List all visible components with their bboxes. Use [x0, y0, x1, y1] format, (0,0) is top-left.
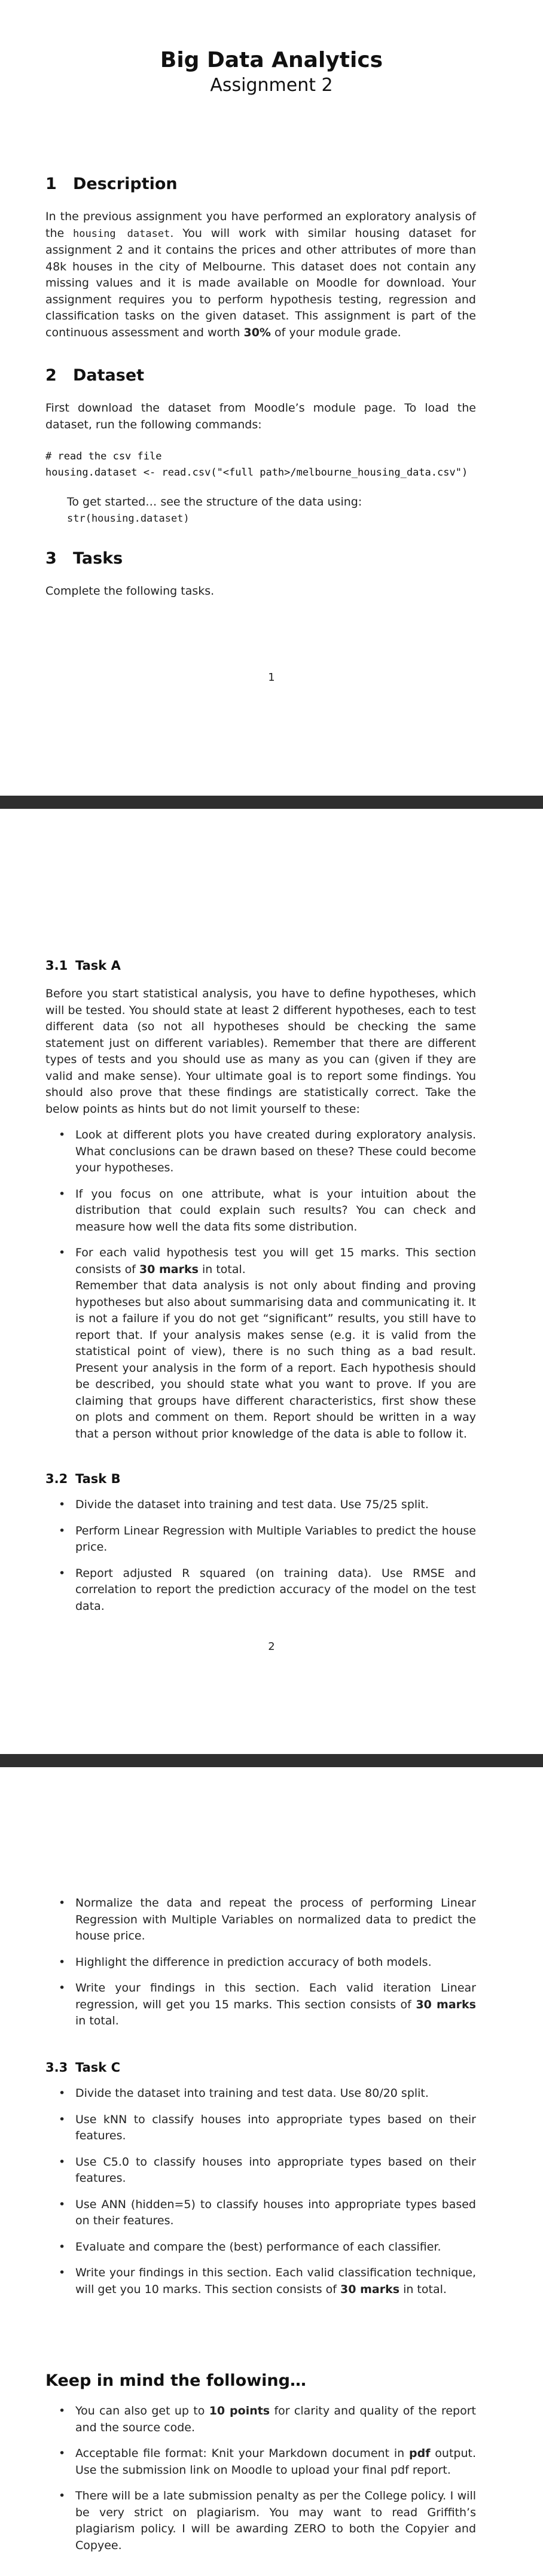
list-item-text: Perform Linear Regression with Multiple Variables to predict the house price. [75, 1524, 476, 1554]
task-b-list-continued [45, 1895, 476, 2030]
section-heading [45, 175, 476, 193]
list-item-text: for clarity and quality of the report and the source code. [75, 2404, 476, 2434]
list-item-text: Highlight the difference in prediction accuracy of both models. [75, 1955, 432, 1969]
list-item [45, 2403, 476, 2436]
list-item-text: in total. [399, 2282, 447, 2296]
list-item [45, 1954, 476, 1971]
bullet-icon: • [59, 2155, 66, 2169]
page-3 [0, 1767, 543, 2576]
list-item [45, 2446, 476, 2478]
inline-code: housing dataset [73, 227, 170, 240]
list-item-text: in total. [198, 1262, 246, 1276]
section-number: 3 [45, 549, 57, 568]
section-dataset [45, 366, 476, 527]
subsection-title: Task C [75, 2060, 120, 2075]
list-item-text: If you focus on one attribute, what is your intuition about the distribution that could explain such results? You can check and measure how well the data fits some distribution. [75, 1187, 476, 1234]
list-item [45, 1566, 476, 1615]
bullet-icon: • [59, 2197, 66, 2211]
bold-text: 30 marks [139, 1262, 199, 1276]
bullet-icon: • [59, 1187, 66, 1201]
code-line: housing.dataset <- read.csv("<full path>/melbourne_housing_data.csv") [45, 467, 468, 479]
bullet-icon: • [59, 1566, 66, 1580]
list-item [45, 2239, 476, 2256]
task-a-remarks: Remember that data analysis is not only about finding and proving hypotheses but also about summarising data and communicating it. It is not a failure if you do not get “significant” results, you still have to report that. If your analysis makes sense (e.g. it is valid from the statistical point of view), there is no such thing as a bad result. Present your analysis in the form of a report. Each hypothesis should be described, you should state what you want to prove. If you are claiming that groups have different characteristics, first show these on plots and comment on them. Report should be written in a way that a person without prior knowledge of the data is able to follow it. [75, 1279, 476, 1441]
list-item-text: Use kNN to classify houses into appropriate types based on their features. [75, 2112, 476, 2142]
subsection-number: 3.3 [45, 2060, 68, 2075]
section-title: Description [73, 175, 178, 193]
bold-text: 30 marks [416, 1998, 476, 2011]
list-item [45, 2112, 476, 2145]
task-b-list [45, 1497, 476, 1615]
list-item [45, 2488, 476, 2554]
bullet-icon: • [59, 2404, 66, 2417]
code-block [45, 449, 476, 481]
bullet-icon: • [59, 1955, 66, 1969]
bold-text: pdf [409, 2447, 431, 2460]
bold-text: 30% [243, 325, 271, 339]
bullet-icon: • [59, 2087, 66, 2100]
list-item-text: Use C5.0 to classify houses into appropriate types based on their features. [75, 2155, 476, 2185]
list-item-text: Write your findings in this section. Each valid classification technique, will get you 10 marks. This section consists of [75, 2266, 476, 2296]
section-tasks [45, 549, 476, 600]
bold-text: 30 marks [340, 2282, 400, 2296]
bullet-icon: • [59, 1981, 66, 1995]
section-number: 1 [45, 175, 57, 193]
bullet-icon: • [59, 1524, 66, 1537]
section-title: Tasks [73, 549, 123, 568]
subsection-title: Task A [75, 958, 121, 973]
list-item-text: Acceptable file format: Knit your Markdown document in [75, 2447, 409, 2460]
list-item-text: There will be a late submission penalty as per the College policy. I will be very strict on plagiarism. You may want to read Griffith’s plagiarism policy. I will be awarding ZERO to both the Copyier and Copyee. [75, 2489, 476, 2552]
section-title: Dataset [73, 366, 145, 385]
page-number: 1 [268, 671, 275, 684]
title-block [0, 48, 543, 96]
bullet-icon: • [59, 2266, 66, 2279]
list-item-text: Divide the dataset into training and test data. Use 75/25 split. [75, 1498, 429, 1511]
list-item [45, 2265, 476, 2298]
document-title: Big Data Analytics [160, 48, 383, 72]
subsection-heading [45, 2060, 476, 2075]
list-item [45, 1895, 476, 1945]
page-separator [0, 1754, 543, 1767]
keep-in-mind [45, 2371, 476, 2563]
list-item-text: For each valid hypothesis test you will get 15 marks. This section consists of [75, 1246, 476, 1276]
list-item-text: in total. [75, 2014, 119, 2027]
section-number: 2 [45, 366, 57, 385]
hint-text: To get started… see the structure of the data using: [67, 495, 362, 508]
list-item [45, 2085, 476, 2102]
page-2 [0, 809, 543, 1754]
list-item-text: Divide the dataset into training and test data. Use 80/20 split. [75, 2087, 429, 2100]
task-a-paragraph: Before you start statistical analysis, you have to define hypotheses, which will be tested. You should state at least 2 different hypotheses, each to test different data (so not all hypotheses should be checking the same statement just on different variables). Remember that there are different types of tests and you should use as many as you can (given if they are valid and make sense). Your ultimate goal is to report some findings. You should also prove that these findings are statistically correct. Take the below points as hints but do not limit yourself to these: [45, 987, 476, 1116]
hint-code: str(housing.dataset) [67, 512, 190, 525]
task-b-continued [45, 1895, 476, 2039]
text-run: In the previous assignment you have performed an exploratory analysis of the [45, 210, 476, 240]
page-1 [0, 0, 543, 796]
list-item-text: You can also get up to [75, 2404, 209, 2417]
list-item [45, 2197, 476, 2230]
bullet-icon: • [59, 1498, 66, 1511]
list-item [45, 1980, 476, 2030]
document-subtitle: Assignment 2 [210, 75, 333, 96]
keep-in-mind-list [45, 2403, 476, 2554]
description-paragraph [45, 209, 476, 341]
subsection-heading [45, 1472, 476, 1486]
subsection-number: 3.2 [45, 1472, 68, 1486]
section-heading [45, 366, 476, 385]
dataset-intro: First download the dataset from Moodle’s module page. To load the dataset, run the following commands: [45, 401, 476, 431]
list-item [45, 1523, 476, 1556]
bullet-icon: • [59, 2489, 66, 2502]
list-item-text: Evaluate and compare the (best) performance of each classifier. [75, 2240, 441, 2254]
list-item [45, 1127, 476, 1177]
bullet-icon: • [59, 1246, 66, 1259]
list-item-text: Use ANN (hidden=5) to classify houses into appropriate types based on their features. [75, 2197, 476, 2227]
section-description [45, 175, 476, 341]
page-number: 2 [268, 1640, 275, 1653]
text-run: of your module grade. [270, 325, 401, 339]
list-item [45, 1186, 476, 1236]
list-item-text: Write your findings in this section. Each valid iteration Linear regression, will get you 15 marks. This section consists of [75, 1981, 476, 2011]
list-item-text: Report adjusted R squared (on training data). Use RMSE and correlation to report the prediction accuracy of the model on the test data. [75, 1566, 476, 1613]
bullet-icon: • [59, 2447, 66, 2460]
list-item-text: output. Use the submission link on Moodle to upload your final pdf report. [75, 2447, 476, 2477]
bullet-icon: • [59, 2240, 66, 2254]
list-item [45, 1245, 476, 1278]
list-item [45, 2154, 476, 2187]
task-a [45, 958, 476, 1442]
bullet-icon: • [59, 1128, 66, 1141]
task-a-list [45, 1127, 476, 1278]
code-comment: # read the csv file [45, 450, 162, 462]
bullet-icon: • [59, 1896, 66, 1910]
list-item [45, 1497, 476, 1514]
list-item-text: Normalize the data and repeat the process of performing Linear Regression with Multiple Variables on normalized data to predict the house price. [75, 1896, 476, 1942]
bullet-icon: • [59, 2112, 66, 2126]
keep-in-mind-heading: Keep in mind the following… [45, 2371, 306, 2390]
section-heading [45, 549, 476, 568]
list-item-text: Look at different plots you have created during exploratory analysis. What conclusions can be drawn based on these? These could become your hypotheses. [75, 1128, 476, 1174]
subsection-title: Task B [75, 1472, 121, 1486]
task-c-list [45, 2085, 476, 2298]
bold-text: 10 points [209, 2404, 270, 2417]
task-b [45, 1472, 476, 1624]
tasks-intro: Complete the following tasks. [45, 584, 215, 598]
subsection-number: 3.1 [45, 958, 68, 973]
task-c [45, 2060, 476, 2307]
subsection-heading [45, 958, 476, 973]
text-run: . You will work with similar housing dataset for assignment 2 and it contains the prices and other attributes of more than 48k houses in the city of Melbourne. This dataset does not contain any missing values and it is made available on Moodle for download. Your assignment requires you to perform hypothesis testing, regression and classification tasks on the given dataset. This assignment is part of the continuous assessment and worth [45, 226, 476, 339]
page-separator [0, 796, 543, 809]
